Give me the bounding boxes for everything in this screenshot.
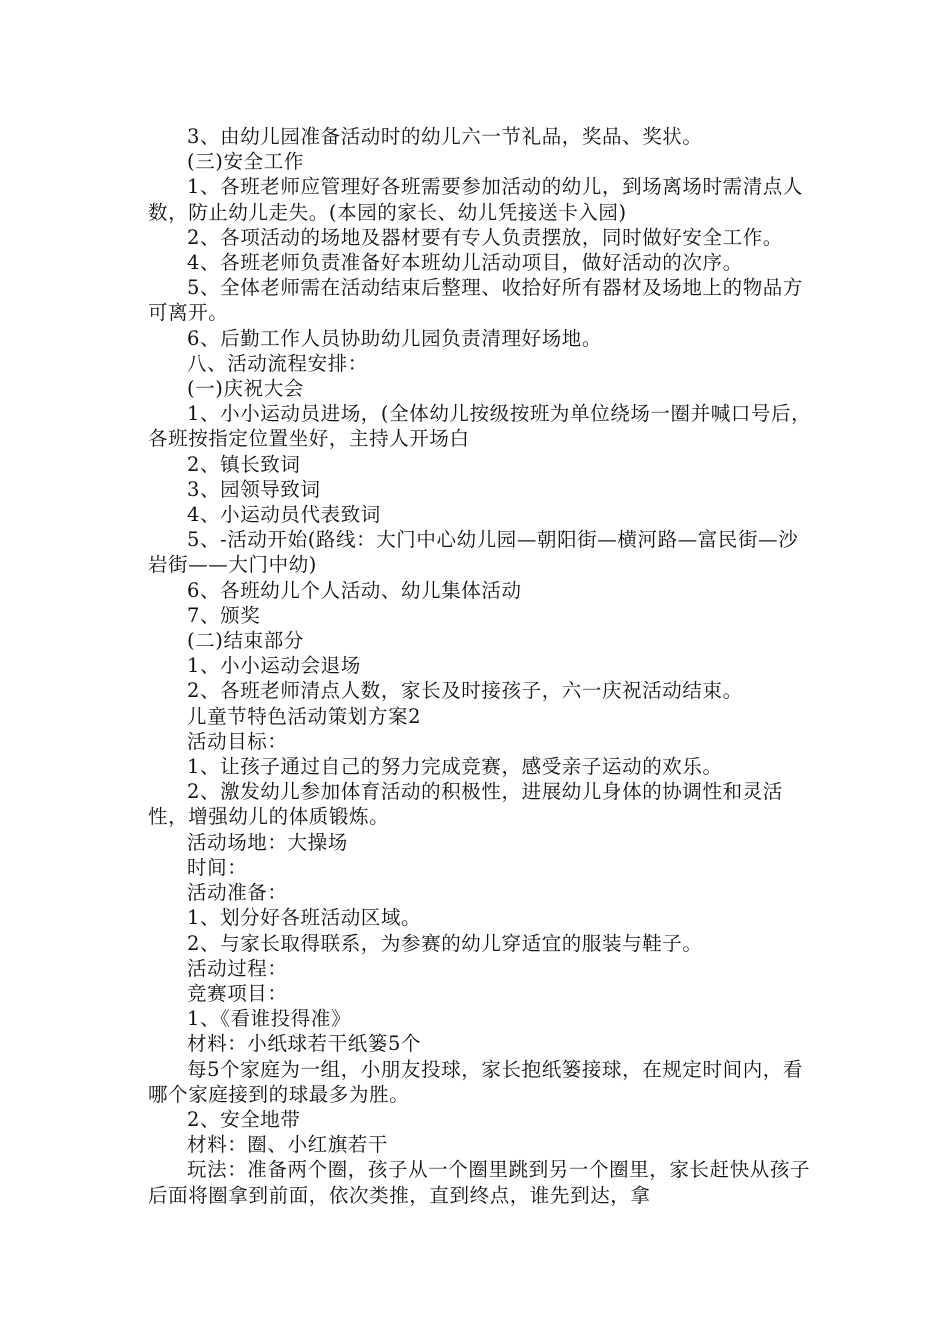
section-heading: 竞赛项目： <box>187 981 288 1005</box>
section-heading: (一)庆祝大会 <box>187 377 304 401</box>
paragraph: 每5个家庭为一组，小朋友投球，家长抱纸篓接球，在规定时间内，看哪个家庭接到的球最多为胜。 <box>148 1057 804 1106</box>
paragraph: 5、-活动开始(路线：大门中心幼儿园—朝阳街—横河路—富民街—沙岩街——大门中幼) <box>148 528 799 577</box>
paragraph: 1、小小运动员进场，(全体幼儿按级按班为单位绕场一圈并喊口号后，各班按指定位置坐好，主持人开场白 <box>148 402 812 451</box>
section-heading: 活动目标： <box>187 729 288 753</box>
paragraph: 2、与家长取得联系，为参赛的幼儿穿适宜的服装与鞋子。 <box>187 931 703 955</box>
paragraph: 1、让孩子通过自己的努力完成竞赛，感受亲子运动的欢乐。 <box>187 755 723 779</box>
section-heading: (二)结束部分 <box>187 629 304 653</box>
section-heading: 活动过程： <box>187 956 288 980</box>
paragraph: 6、后勤工作人员协助幼儿园负责清理好场地。 <box>187 326 603 350</box>
section-heading: (三)安全工作 <box>187 150 304 174</box>
paragraph: 4、小运动员代表致词 <box>187 503 381 527</box>
document-body <box>148 124 813 1208</box>
paragraph: 1、划分好各班活动区域。 <box>187 906 422 930</box>
paragraph: 3、由幼儿园准备活动时的幼儿六一节礼品，奖品、奖状。 <box>187 125 703 148</box>
paragraph: 4、各班老师负责准备好本班幼儿活动项目，做好活动的次序。 <box>187 251 743 275</box>
paragraph: 玩法：准备两个圈，孩子从一个圈里跳到另一个圈里，家长赶快从孩子后面将圈拿到前面，依次类推，直到终点，谁先到达，拿 <box>148 1158 811 1207</box>
paragraph: 2、激发幼儿参加体育活动的积极性，进展幼儿身体的协调性和灵活性，增强幼儿的体质锻炼。 <box>148 780 783 829</box>
paragraph: 1、小小运动会退场 <box>187 654 361 678</box>
paragraph: 材料：小纸球若干纸篓5个 <box>187 1032 422 1056</box>
paragraph: 7、颁奖 <box>187 603 261 627</box>
paragraph: 2、各项活动的场地及器材要有专人负责摆放，同时做好安全工作。 <box>187 225 783 249</box>
paragraph: 5、全体老师需在活动结束后整理、收拾好所有器材及场地上的物品方可离开。 <box>148 276 804 325</box>
paragraph: 3、园领导致词 <box>187 477 321 501</box>
paragraph: 2、镇长致词 <box>187 452 301 476</box>
document-title: 儿童节特色活动策划方案2 <box>187 704 422 728</box>
paragraph: 6、各班幼儿个人活动、幼儿集体活动 <box>187 578 522 602</box>
paragraph: 2、安全地带 <box>187 1107 301 1131</box>
section-heading: 活动准备： <box>187 881 288 905</box>
paragraph: 1、各班老师应管理好各班需要参加活动的幼儿，到场离场时需清点人数，防止幼儿走失。(本园的家长、幼儿凭接送卡入园) <box>148 175 804 224</box>
section-heading: 八、活动流程安排： <box>187 351 368 375</box>
paragraph: 1、《看谁投得准》 <box>187 1007 352 1031</box>
paragraph: 2、各班老师清点人数，家长及时接孩子，六一庆祝活动结束。 <box>187 679 743 703</box>
paragraph: 活动场地：大操场 <box>187 830 348 854</box>
paragraph: 材料：圈、小红旗若干 <box>187 1133 389 1157</box>
paragraph: 时间： <box>187 855 248 879</box>
